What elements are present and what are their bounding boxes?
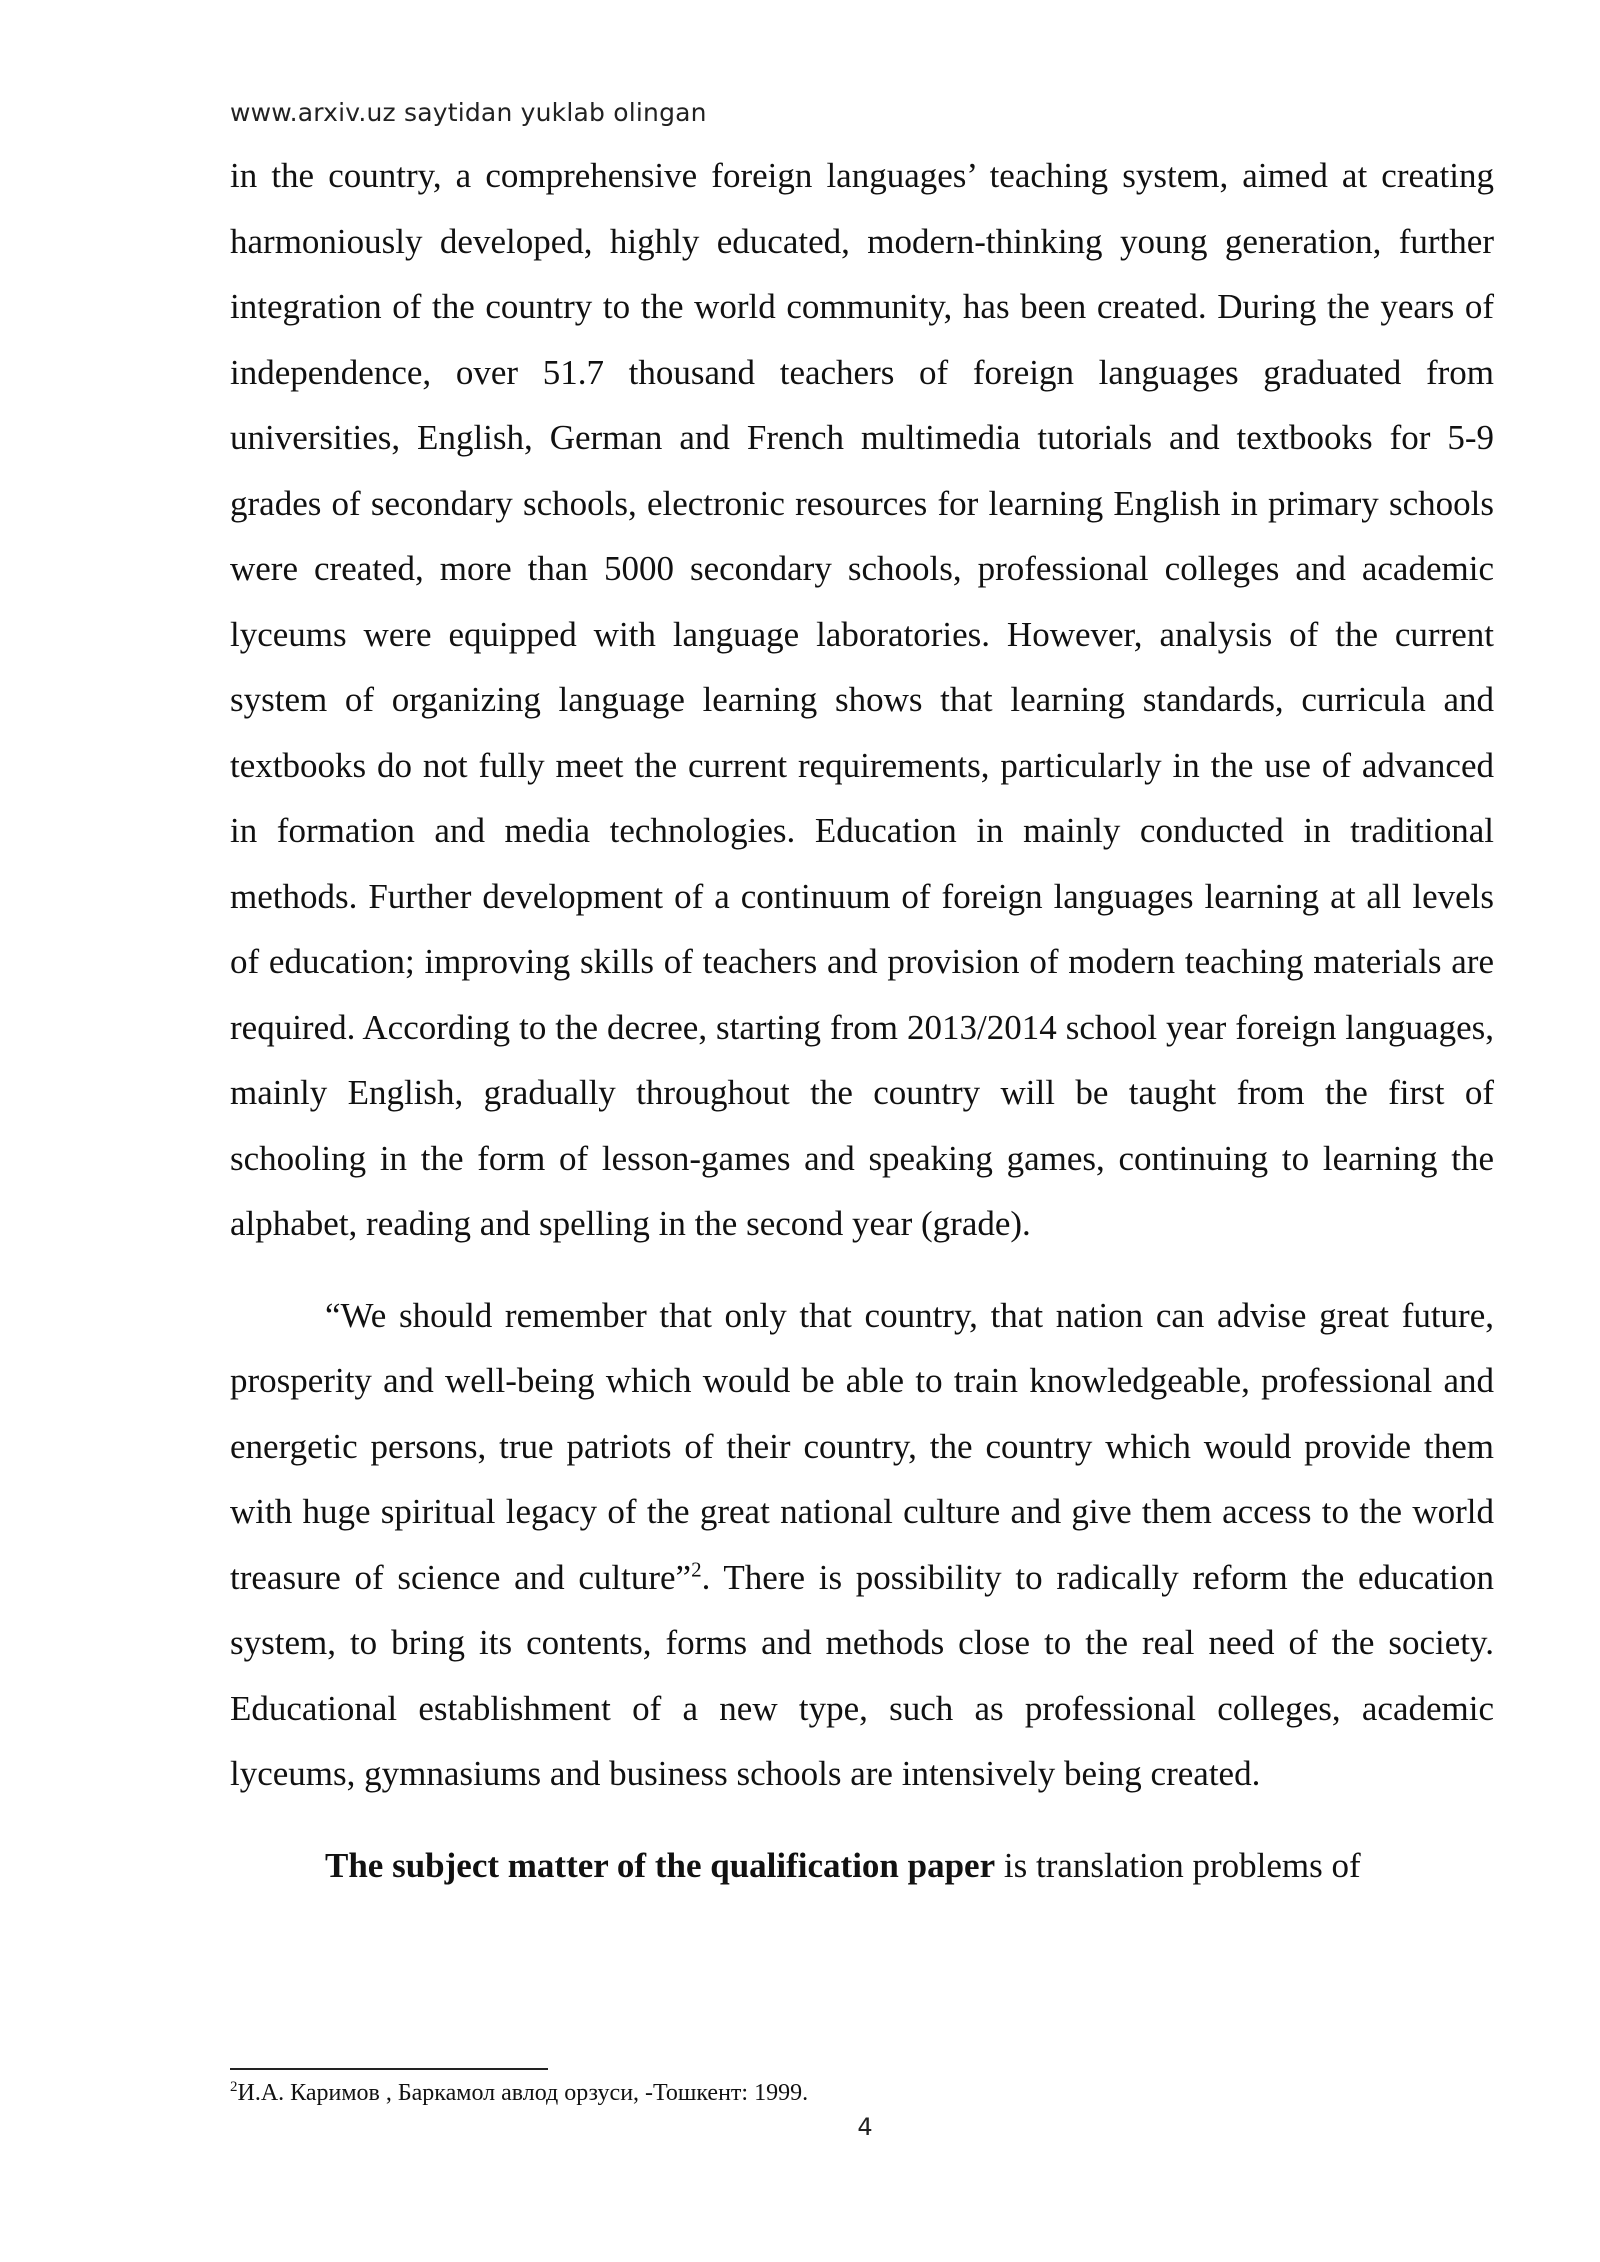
footnote-divider bbox=[230, 2068, 548, 2070]
footnote-text: И.А. Каримов , Баркамол авлод орзуси, -Тошкент: 1999. bbox=[237, 2080, 809, 2106]
paragraph-3-text: is translation problems of bbox=[995, 1845, 1361, 1885]
footnote-reference: 2 bbox=[691, 1556, 702, 1581]
paragraph-2-continuation: . There is possibility to radically reform the education system, to bring its contents, forms and methods close to the real need of the society. Educational establishment of a new type, such as professional colleges, academic lyceums, gymnasiums and business schools are intensively being created. bbox=[230, 1557, 1495, 1793]
source-header: www.arxiv.uz saytidan yuklab olingan bbox=[230, 98, 707, 127]
paragraph-2 bbox=[230, 1283, 1494, 1807]
subject-matter-heading: The subject matter of the qualification paper bbox=[325, 1845, 996, 1885]
quote-text: “We should remember that only that country, that nation can advise great future, prosperity and well-being which would be able to train knowledgeable, professional and energetic persons, true patriots of their country, the country which would provide them with huge spiritual legacy of the great national culture and give them access to the world treasure of science and culture” bbox=[230, 1295, 1494, 1597]
paragraph-3 bbox=[230, 1833, 1494, 1899]
document-body bbox=[230, 143, 1494, 1898]
page-number: 4 bbox=[857, 2113, 873, 2141]
paragraph-1: in the country, a comprehensive foreign languages’ teaching system, aimed at creating harmoniously developed, highly educated, modern-thinking young generation, further integration of the country to the world community, has been created. During the years of independence, over 51.7 thousand teachers of foreign languages graduated from universities, English, German and French multimedia tutorials and textbooks for 5-9 grades of secondary schools, electronic resources for learning English in primary schools were created, more than 5000 secondary schools, professional colleges and academic lyceums were equipped with language laboratories. However, analysis of the current system of organizing language learning shows that learning standards, curricula and textbooks do not fully meet the current requirements, particularly in the use of advanced in formation and media technologies. Education in mainly conducted in traditional methods. Further development of a continuum of foreign languages learning at all levels of education; improving skills of teachers and provision of modern teaching materials are required. According to the decree, starting from 2013/2014 school year foreign languages, mainly English, gradually throughout the country will be taught from the first of schooling in the form of lesson-games and speaking games, continuing to learning the alphabet, reading and spelling in the second year (grade). bbox=[230, 156, 1494, 1243]
footnote bbox=[230, 2080, 808, 2107]
footnote-marker: 2 bbox=[230, 2079, 238, 2095]
